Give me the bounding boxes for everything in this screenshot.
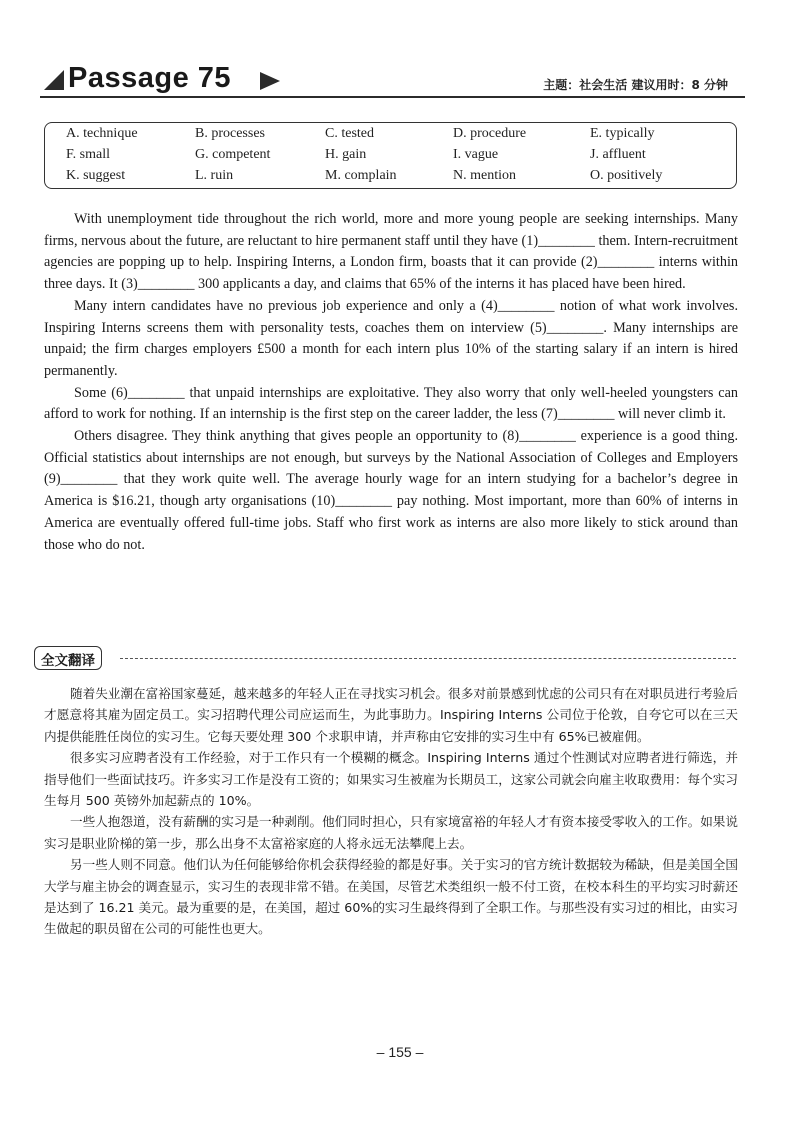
- word-option: L. ruin: [195, 168, 234, 183]
- translation-label: 全文翻译: [34, 646, 102, 670]
- word-option: M. complain: [325, 168, 397, 183]
- translation-paragraph: 随着失业潮在富裕国家蔓延，越来越多的年轻人正在寻找实习机会。很多对前景感到忧虑的公司只有在对职员进行考验后才愿意将其雇为固定员工。实习招聘代理公司应运而生，为此事助力。Inspiring Interns 公司位于伦敦，自夸它可以在三天内提供能胜任岗位的实习生。它每天要处理 300 个求职申请，并声称由它安排的实习生中有 65%已被雇佣。: [44, 686, 738, 744]
- header-divider: [40, 96, 745, 98]
- word-option: D. procedure: [453, 126, 527, 141]
- passage-paragraph: Many intern candidates have no previous job experience and only a (4)________ notion of what work involves. Inspiring Interns screens them with personality tests, coaches them on interview (5)________. Many internships are unpaid; the firm charges employers £500 a month for each intern plus 10% of the starting salary if an intern is hired permanently.: [44, 297, 738, 379]
- passage-title: Passage 75: [68, 62, 232, 94]
- translation-header: [34, 646, 740, 672]
- word-option: N. mention: [453, 168, 516, 183]
- word-option: I. vague: [453, 147, 499, 162]
- topic-label: 主题：社会生活 建议用时：8 分钟: [543, 78, 728, 92]
- translation-paragraph: 一些人抱怨道，没有薪酬的实习是一种剥削。他们同时担心，只有家境富裕的年轻人才有资本接受零收入的工作。如果说实习是职业阶梯的第一步，那么出身不太富裕家庭的人将永远无法攀爬上去。: [44, 814, 738, 851]
- word-option: C. tested: [325, 126, 374, 141]
- page-number: – 155 –: [376, 1044, 424, 1060]
- word-option: G. competent: [195, 147, 271, 162]
- word-option: J. affluent: [590, 147, 646, 162]
- word-option: A. technique: [66, 126, 138, 141]
- word-option: O. positively: [590, 168, 663, 183]
- word-option: E. typically: [590, 126, 655, 141]
- triangle-right-icon: [260, 72, 280, 90]
- word-option: F. small: [66, 147, 110, 162]
- passage-paragraph: Others disagree. They think anything that gives people an opportunity to (8)________ experience is a good thing. Official statistics about internships are not enough, but surveys by the National Association of Colleges and Employers (9)________ that they work quite well. The average hourly wage for an intern studying for a bachelor’s degree in America is $16.21, though arty organisations (10)________ pay nothing. Most important, more than 60% of interns in America are eventually offered full-time jobs. Staff who first work as interns are also more likely to stick around than those who do not.: [44, 428, 738, 553]
- translation-body: [44, 683, 738, 940]
- passage-paragraph: With unemployment tide throughout the rich world, more and more young people are seeking internships. Many firms, nervous about the future, are reluctant to hire permanent staff until they have (1)________ them. Intern-recruitment agencies are popping up to help. Inspiring Interns, a London firm, boasts that it can provide (2)________ interns within three days. It (3)________ 300 applicants a day, and claims that 65% of the interns it has placed have been hired.: [44, 211, 738, 293]
- translation-paragraph: 另一些人则不同意。他们认为任何能够给你机会获得经验的都是好事。关于实习的官方统计数据较为稀缺，但是美国全国大学与雇主协会的调查显示，实习生的表现非常不错。在美国，尽管艺术类组织一般不付工资，在校本科生的平均实习时薪还是达到了 16.21 美元。最为重要的是，在美国，超过 60%的实习生最终得到了全职工作。与那些没有实习过的相比，由实习生做起的职员留在公司的可能性也更大。: [44, 857, 738, 937]
- passage-header: [40, 60, 750, 100]
- word-option: H. gain: [325, 147, 367, 162]
- word-bank-box: [44, 122, 737, 189]
- dashed-divider: [120, 658, 736, 659]
- translation-paragraph: 很多实习应聘者没有工作经验，对于工作只有一个模糊的概念。Inspiring Interns 通过个性测试对应聘者进行筛选，并指导他们一些面试技巧。许多实习工作是没有工资的；如果实习生被雇为长期员工，这家公司就会向雇主收取费用：每个实习生每月 500 英镑外加起薪点的 10%。: [44, 750, 738, 809]
- word-option: B. processes: [195, 126, 265, 141]
- passage-paragraph: Some (6)________ that unpaid internships are exploitative. They also worry that only well-heeled youngsters can afford to work for nothing. If an internship is the first step on the career ladder, the less (7)________ will never climb it.: [44, 384, 738, 423]
- passage-body: [44, 209, 738, 556]
- word-option: K. suggest: [66, 168, 126, 183]
- triangle-left-icon: [44, 70, 64, 90]
